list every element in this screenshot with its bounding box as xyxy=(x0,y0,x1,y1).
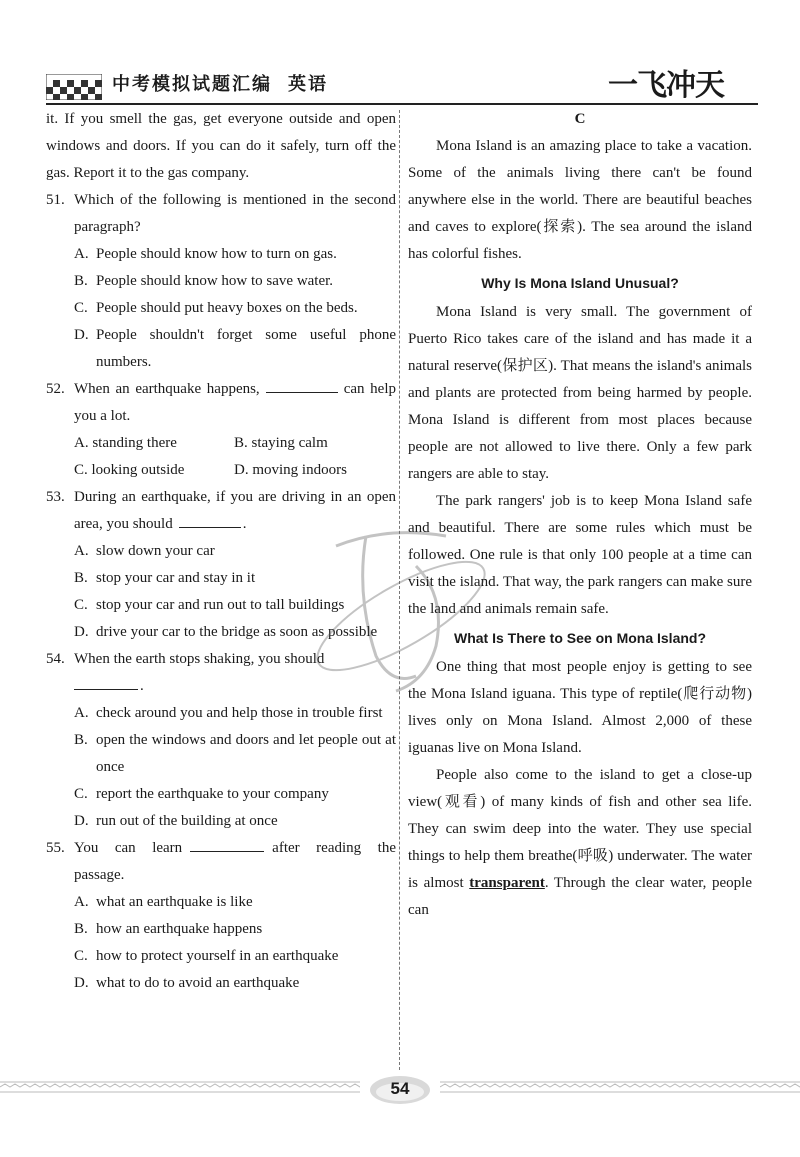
question-text-before: When the earth stops shaking, you should xyxy=(74,651,325,667)
option-b[interactable] xyxy=(74,565,396,592)
question-text-after: . xyxy=(140,678,144,694)
option-text: stop your car and stay in it xyxy=(96,570,256,586)
question-number: 55. xyxy=(46,840,65,856)
paragraph-text: . Through the clear water, people can xyxy=(408,875,752,918)
answer-blank[interactable] xyxy=(179,511,241,528)
option-text: looking outside xyxy=(91,462,185,478)
passage-paragraph-3: The park rangers' job is to keep Mona Island safe and beautiful. There are some rules which must be followed. One rule is that only 100 people at a time can visit the island. That way, the park rangers can make sure the land and animals remain safe. xyxy=(408,493,752,617)
option-label: A. xyxy=(74,543,89,559)
option-text: check around you and help those in trouble first xyxy=(96,705,383,721)
option-a[interactable] xyxy=(74,889,396,916)
option-b[interactable] xyxy=(74,727,396,781)
question-text xyxy=(74,376,396,430)
passage-paragraph-2: Mona Island is very small. The government of Puerto Rico takes care of the island and has made it a natural reserve(保护区). That means the island's animals and plants are protected from being harmed by people. Mona Island is different from most places because people are not allowed to live there. Only a few park rangers are able to stay. xyxy=(408,304,752,482)
subject-label: 英语 xyxy=(288,74,328,95)
column-divider xyxy=(399,110,400,1070)
option-label: D. xyxy=(74,624,89,640)
option-text: People shouldn't forget some useful phone numbers. xyxy=(96,327,396,370)
answer-blank[interactable] xyxy=(74,673,138,690)
option-text: what to do to avoid an earthquake xyxy=(96,975,300,991)
question-number: 51. xyxy=(46,192,65,208)
passage-continuation: it. If you smell the gas, get everyone outside and open windows and doors. If you can do it safely, turn off the gas. Report it to the gas company. xyxy=(46,111,396,181)
question-text xyxy=(74,835,396,889)
option-b[interactable] xyxy=(234,430,394,457)
option-d[interactable] xyxy=(234,457,394,484)
option-text: moving indoors xyxy=(252,462,347,478)
option-c[interactable] xyxy=(74,592,396,619)
option-row xyxy=(74,457,396,484)
question-text-before: During an earthquake, if you are driving in an open area, you should xyxy=(74,489,396,532)
option-label: D. xyxy=(74,975,89,991)
option-label: B. xyxy=(74,273,88,289)
option-label: A. xyxy=(74,705,89,721)
option-text: run out of the building at once xyxy=(96,813,278,829)
question-text: Which of the following is mentioned in the second paragraph? xyxy=(74,192,396,235)
page-number: 54 xyxy=(390,1079,410,1098)
option-text: drive your car to the bridge as soon as possible xyxy=(96,624,378,640)
option-label: A. xyxy=(74,246,89,262)
option-text: People should know how to turn on gas. xyxy=(96,246,337,262)
option-c[interactable] xyxy=(74,943,396,970)
option-c[interactable] xyxy=(74,295,396,322)
page-header xyxy=(0,0,800,110)
footer-border-right xyxy=(440,1080,800,1094)
question-text-after: after reading the passage. xyxy=(74,840,396,883)
option-text: stop your car and run out to tall buildings xyxy=(96,597,345,613)
book-title xyxy=(112,70,328,96)
question-number: 53. xyxy=(46,489,65,505)
option-label: C. xyxy=(74,462,88,478)
option-text: staying calm xyxy=(251,435,328,451)
question-51 xyxy=(46,187,396,376)
option-c[interactable] xyxy=(74,781,396,808)
passage-paragraph-1: Mona Island is an amazing place to take a vacation. Some of the animals living there can't be found anywhere else in the world. There are beautiful beaches and caves to explore(探索). The sea around the island has colorful fishes. xyxy=(408,138,752,262)
option-text: open the windows and doors and let people out at once xyxy=(96,732,396,775)
checker-logo-icon xyxy=(46,74,102,100)
passage-paragraph-4: One thing that most people enjoy is getting to see the Mona Island iguana. This type of reptile(爬行动物) lives only on Mona Island. Almost 2,000 of these iguanas live on Mona Island. xyxy=(408,659,752,756)
option-text: what an earthquake is like xyxy=(96,894,253,910)
question-53 xyxy=(46,484,396,646)
question-text-before: When an earthquake happens, xyxy=(74,381,260,397)
option-text: report the earthquake to your company xyxy=(96,786,329,802)
passage-heading-1: Why Is Mona Island Unusual? xyxy=(481,275,679,291)
option-a[interactable] xyxy=(74,430,234,457)
passage-paragraph-5 xyxy=(408,762,752,924)
option-label: D. xyxy=(74,327,89,343)
option-label: B. xyxy=(74,732,88,748)
option-label: C. xyxy=(74,300,88,316)
question-text-after: . xyxy=(242,516,247,532)
footer-border-left xyxy=(0,1080,360,1094)
passage-heading-2: What Is There to See on Mona Island? xyxy=(453,630,707,646)
option-label: C. xyxy=(74,786,88,802)
option-text: standing there xyxy=(92,435,177,451)
option-label: B. xyxy=(234,435,248,451)
option-label: A. xyxy=(74,894,89,910)
option-d[interactable] xyxy=(74,970,396,997)
option-b[interactable] xyxy=(74,916,396,943)
question-55 xyxy=(46,835,396,997)
right-column xyxy=(408,106,752,924)
underlined-word: transparent xyxy=(469,875,545,891)
brand-logo: 一飞冲天 xyxy=(608,68,724,103)
option-label: A. xyxy=(74,435,89,451)
answer-blank[interactable] xyxy=(266,376,338,393)
question-text-before: You can learn xyxy=(74,840,183,856)
option-text: People should put heavy boxes on the beds. xyxy=(96,300,358,316)
option-d[interactable] xyxy=(74,619,396,646)
option-a[interactable] xyxy=(74,538,396,565)
question-54 xyxy=(46,646,396,835)
paragraph-text: People also come to the island to get a close-up view(观看) of many kinds of fish and other sea life. They can swim deep into the water. They use special things to help them breathe(呼吸) underwater. The water is almost xyxy=(408,767,752,891)
question-text xyxy=(74,646,396,700)
header-rule xyxy=(46,103,758,105)
option-label: C. xyxy=(74,597,88,613)
option-row xyxy=(74,430,396,457)
question-number: 54. xyxy=(46,651,65,667)
option-text: slow down your car xyxy=(96,543,215,559)
option-d[interactable] xyxy=(74,808,396,835)
option-a[interactable] xyxy=(74,700,396,727)
option-b[interactable] xyxy=(74,268,396,295)
option-c[interactable] xyxy=(74,457,234,484)
option-a[interactable] xyxy=(74,241,396,268)
section-letter: C xyxy=(574,111,586,127)
question-number: 52. xyxy=(46,381,65,397)
option-text: People should know how to save water. xyxy=(96,273,334,289)
option-label: B. xyxy=(74,570,88,586)
option-label: B. xyxy=(74,921,88,937)
question-text xyxy=(74,484,396,538)
option-d[interactable] xyxy=(74,322,396,376)
left-column xyxy=(46,106,396,997)
question-text-after: can help you a lot. xyxy=(74,381,396,424)
option-text: how to protect yourself in an earthquake xyxy=(96,948,339,964)
series-title: 中考模拟试题汇编 xyxy=(112,74,272,95)
question-52 xyxy=(46,376,396,484)
option-label: C. xyxy=(74,948,88,964)
option-label: D. xyxy=(234,462,249,478)
option-label: D. xyxy=(74,813,89,829)
option-text: how an earthquake happens xyxy=(96,921,263,937)
answer-blank[interactable] xyxy=(190,835,264,852)
